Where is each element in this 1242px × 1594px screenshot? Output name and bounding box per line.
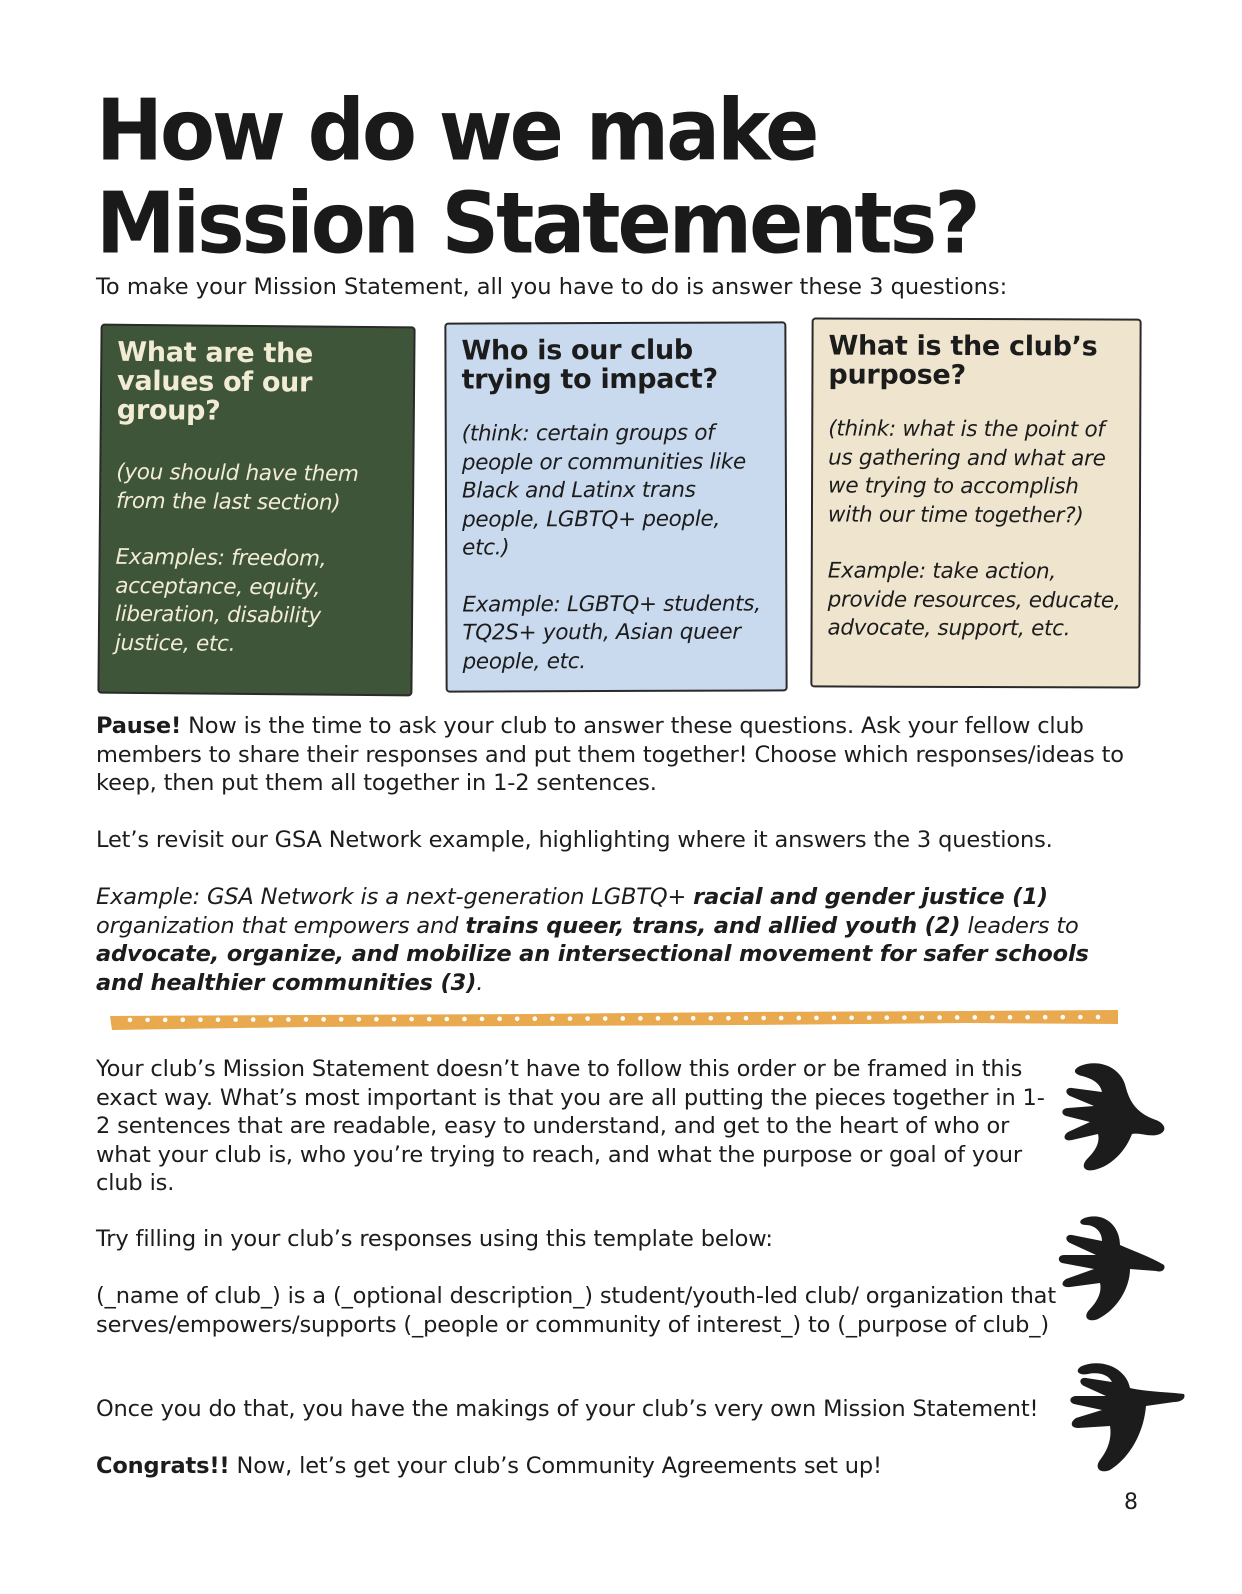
example-part-3: leaders to	[960, 912, 1079, 939]
once-text: Once you do that, you have the makings of your club’s very own Mission Statement!	[96, 1396, 1039, 1422]
example-answer-2: trains queer, trans, and allied youth (2)	[465, 912, 961, 939]
impact-examples: Example: LGBTQ+ students, TQ2S+ youth, Asian queer people, etc.	[462, 590, 761, 675]
purpose-box	[810, 317, 1141, 688]
purpose-examples: Example: take action, provide resources, educate, advocate, support, etc.	[827, 558, 1121, 642]
congrats-text: Now, let’s get your club’s Community Agreements set up!	[229, 1453, 882, 1479]
bird-icon	[1060, 1058, 1170, 1173]
congrats-lead: Congrats!!	[96, 1453, 230, 1479]
purpose-heading: What is the club’s purpose?	[828, 330, 1098, 391]
values-examples: Examples: freedom, acceptance, equity, liberation, disability justice, etc.	[114, 544, 327, 657]
impact-box	[444, 321, 787, 692]
revisit-paragraph: Let’s revisit our GSA Network example, highlighting where it answers the 3 questions.	[96, 827, 1053, 853]
congrats-paragraph	[96, 1452, 1076, 1481]
bird-icon	[1058, 1213, 1168, 1323]
pause-text: Now is the time to ask your club to answer these questions. Ask your fellow club members to share their responses and put them together! Choose which responses/ideas to keep, then put them all together in 1-2 sentences.	[96, 713, 1124, 796]
pause-lead: Pause!	[96, 713, 182, 739]
example-part-1: Example: GSA Network is a next-generation LGBTQ+	[96, 884, 694, 910]
impact-heading: Who is our club trying to impact?	[461, 334, 718, 396]
pause-paragraph	[96, 712, 1136, 798]
order-paragraph: Your club’s Mission Statement doesn’t have to follow this order or be framed in this exact way. What’s most important is that you are all putting the pieces together in 1-2 sentences that are readable, easy to understand, and get to the heart of who or what your club is, who you’re trying to reach, and what the purpose or goal of your club is.	[96, 1056, 1045, 1196]
title-line-1: How do we make	[96, 80, 817, 180]
values-box	[97, 324, 415, 697]
try-template-text: Try filling in your club’s responses using this template below:	[96, 1226, 773, 1252]
example-paragraph	[96, 883, 1096, 997]
title-line-2: Mission Statements?	[96, 174, 978, 273]
purpose-note: (think: what is the point of us gathering and what are we trying to accomplish with our time together?)	[827, 416, 1106, 528]
page-number: 8	[1124, 1490, 1138, 1515]
values-heading: What are the values of our group?	[116, 336, 314, 427]
mission-template: (_name of club_) is a (_optional description_) student/youth-led club/ organization that serves/empowers/supports (_people or community of interest_) to (_purpose of club_)	[96, 1283, 1056, 1338]
example-answer-1: racial and gender justice (1)	[693, 884, 1048, 910]
values-note: (you should have them from the last section)	[115, 459, 359, 516]
intro-text: To make your Mission Statement, all you have to do is answer these 3 questions:	[96, 274, 1008, 300]
dotted-divider	[108, 1004, 1120, 1034]
example-answer-3: advocate, organize, and mobilize an intersectional movement for safer schools and healthier communities (3)	[96, 941, 1089, 996]
example-part-4: .	[476, 969, 484, 996]
page-title	[96, 80, 978, 273]
bird-icon	[1068, 1360, 1186, 1475]
example-part-2: organization that empowers and	[96, 912, 466, 939]
impact-note: (think: certain groups of people or communities like Black and Latinx trans people, LGBTQ+ people, etc.)	[461, 420, 747, 561]
